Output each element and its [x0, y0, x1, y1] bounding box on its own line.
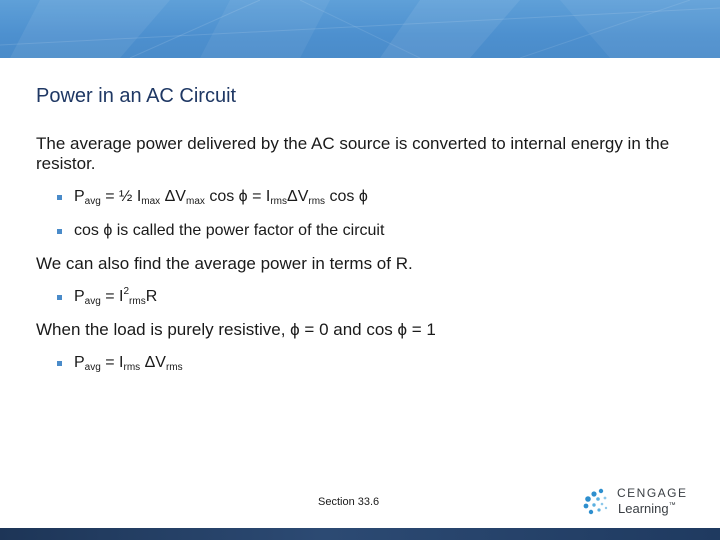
- section-number: Section 33.6: [318, 496, 380, 508]
- cengage-logo: [582, 486, 692, 518]
- paragraph-resistance: We can also find the average power in terms of R.: [36, 254, 413, 273]
- cengage-dots-icon: [582, 488, 612, 516]
- header-banner: [0, 0, 720, 58]
- logo-wordmark: CENGAGE: [617, 486, 688, 500]
- bullet-square-icon: [57, 195, 62, 200]
- formula-text: $P_{avg} = I_{rms}$ $\Delta V_{rms}$: [74, 354, 183, 373]
- formula-text: $P_{avg}$ = ½ $I_{max}$ $\Delta V_{max}$ $\cos \phi = I_{rms}\Delta V_{rms}$ cos ϕ: [74, 188, 368, 207]
- paragraph-resistive-load: When the load is purely resistive, ϕ = 0 and cos ϕ = 1: [36, 320, 436, 339]
- bullet-text: cos ϕ is called the power factor of the circuit: [74, 222, 385, 239]
- intro-paragraph: The average power delivered by the AC source is converted to internal energy in the resistor.: [36, 134, 670, 173]
- footer-bar: [0, 528, 720, 540]
- bullet-square-icon: [57, 295, 62, 300]
- bullet-square-icon: [57, 229, 62, 234]
- banner-pattern: [0, 0, 720, 58]
- bullet-square-icon: [57, 361, 62, 366]
- logo-sub-wordmark: Learning™: [618, 501, 676, 516]
- slide-title: Power in an AC Circuit: [36, 85, 237, 107]
- formula-text: $P_{avg} = I^2_{rms}R$: [74, 286, 158, 307]
